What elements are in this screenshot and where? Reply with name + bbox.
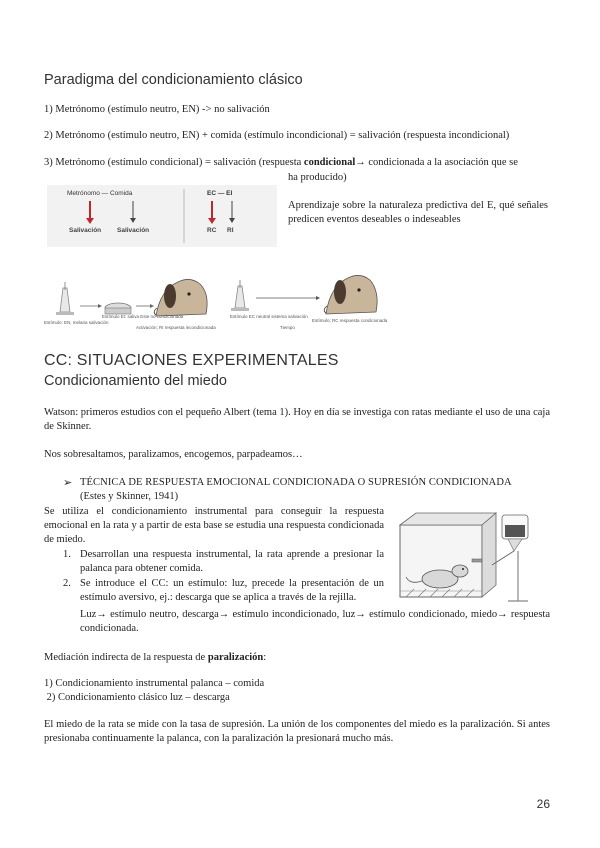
step-2-number: 2. [63, 578, 71, 589]
diagram-left-header: Metrónomo — Comida [67, 190, 133, 197]
watson-paragraph: Watson: primeros estudios con el pequeño Albert (tema 1). Hoy en día se investiga con ratas mediante el uso de una caja de Skinner. [44, 407, 550, 432]
diagram-right-label-2: RI [227, 227, 234, 234]
step-1-text: Desarrollan una respuesta instrumental, la rata aprende a presionar la palanca para obtener comida. [80, 549, 384, 574]
technique-reference: (Estes y Skinner, 1941) [80, 491, 179, 502]
item3-pre: 3) Metrónomo (estímulo condicional) = salivación (respuesta [44, 157, 304, 168]
left-black-arrowhead [130, 218, 136, 223]
experimental-heading: CC: SITUACIONES EXPERIMENTALES [44, 352, 339, 369]
page-number: 26 [536, 797, 550, 811]
pavlov-illustration [44, 268, 388, 334]
paradigm-item-3 [44, 156, 564, 170]
step-1-number: 1. [63, 549, 71, 560]
section-title: Paradigma del condicionamiento clásico [44, 72, 303, 88]
diagram-left-label-2: Salivación [117, 227, 150, 234]
item3-post: → condicionada a la asociación que se [355, 157, 518, 168]
mediation-heading [44, 651, 550, 665]
paradigm-item-1: 1) Metrónomo (estímulo neutro, EN) -> no salivación [44, 104, 270, 115]
right-black-arrowhead [229, 218, 235, 223]
illustration-caption-4: Estímulo EC neutral sistema salivación [230, 314, 308, 319]
metronome-icon-2 [231, 280, 249, 311]
illustration-caption-1: Estímulo: EN, melaria salivación [44, 320, 109, 325]
mediation-post: : [263, 652, 267, 663]
illustration-caption-2: Estímulo EI: saliva Este no condicionada [102, 314, 184, 319]
step-2-extra: Luz→ estímulo neutro, descarga→ estímulo incondicionado, luz→ estímulo condicionado, miedo→ respuesta condicionada. [80, 609, 550, 634]
skinner-box-drawing [392, 505, 552, 607]
left-red-arrowhead [86, 218, 94, 224]
arrowhead-1 [98, 304, 102, 308]
paradigm-item-3-cont: ha producido) [288, 172, 347, 183]
food-bowl-icon [105, 303, 131, 314]
item3-bold: condicional [303, 157, 356, 168]
illustration-caption-3: Activación; RI respuesta incondicionada [136, 325, 216, 330]
reactions-line: Nos sobresaltamos, paralizamos, encogemos, parpadeamos… [44, 449, 303, 460]
food-dispenser-icon [492, 515, 528, 601]
dog-icon-2 [324, 275, 377, 314]
metronome-icon-1 [56, 282, 74, 315]
arrowhead-3 [316, 296, 320, 300]
mediation-bold: paralización [207, 652, 264, 663]
illustration-caption-6: Estímulo; RC respuesta condicionada [312, 318, 388, 323]
fear-measure-paragraph: El miedo de la rata se mide con la tasa de supresión. La unión de los componentes del miedo es la paralización. Si antes presionaba continuamente la palanca, con la paralización la presionará mucho más. [44, 719, 550, 744]
technique-description: Se utiliza el condicionamiento instrumental para conseguir la respuesta emocional en la rata y a partir de esta base se estudia una respuesta condicionada de miedo. [44, 506, 384, 545]
step-2-text: Se introduce el CC: un estímulo: luz, precede la presentación de un estímulo aversivo, ej.: descarga que se aplica a través de la rejilla. [80, 578, 384, 603]
bullet-arrow-icon: ➢ [63, 477, 73, 489]
dog-icon-1 [154, 279, 207, 316]
diagram-figure [47, 185, 277, 247]
diagram-right-header: EC — EI [207, 190, 233, 197]
illustration-caption-5: Tiempo [280, 325, 295, 330]
diagram-left-label-1: Salivación [69, 227, 102, 234]
right-red-arrowhead [208, 218, 216, 224]
lever-icon [472, 559, 482, 562]
mediation-pre: Mediación indirecta de la respuesta de [44, 652, 208, 663]
diagram-right-label-1: RC [207, 227, 217, 234]
paradigm-item-2: 2) Metrónomo (estímulo neutro, EN) + comida (estímulo incondicional) = salivación (respuesta incondicional) [44, 130, 510, 141]
predictive-note: Aprendizaje sobre la naturaleza predictiva del E, qué señales predicen eventos deseables o indeseables [288, 200, 548, 225]
arrowhead-2 [150, 304, 154, 308]
mediation-item-2: 2) Condicionamiento clásico luz – descarga [44, 692, 230, 703]
fear-subheading: Condicionamiento del miedo [44, 373, 227, 389]
mediation-item-1: 1) Condicionamiento instrumental palanca – comida [44, 678, 265, 689]
skinner-box-illustration [392, 505, 552, 607]
technique-title: TÉCNICA DE RESPUESTA EMOCIONAL CONDICIONADA O SUPRESIÓN CONDICIONADA [80, 477, 512, 488]
